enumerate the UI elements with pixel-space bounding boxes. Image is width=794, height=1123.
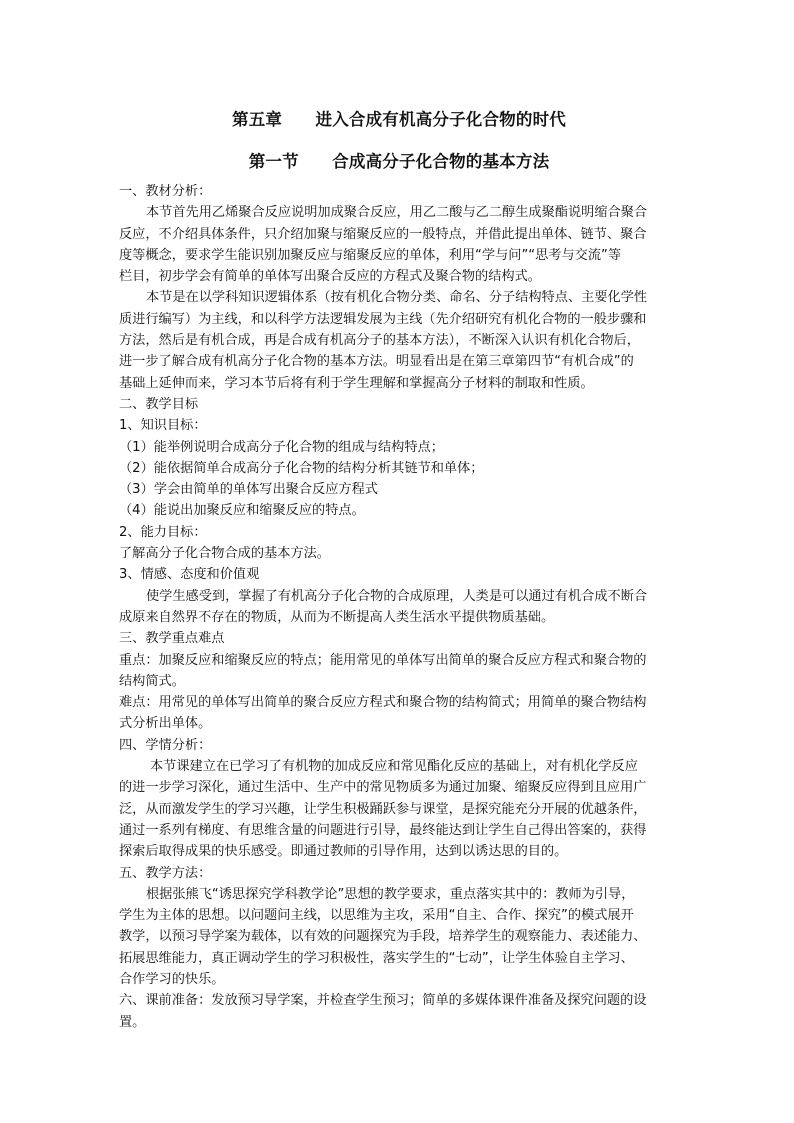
heading-preparation: 六、课前准备：发放预习导学案，并检查学生预习；简单的多媒体课件准备及探究问题的设 <box>119 993 647 1009</box>
paragraph-line: 本节课建立在已学习了有机物的加成反应和常见酯化反应的基础上，对有机化学反应 <box>150 759 638 775</box>
heading-textbook-analysis: 一、教材分析： <box>119 184 212 199</box>
paragraph-line: 方法，然后是有机合成，再是合成有机高分子的基本方法），不断深入认识有机化合物后， <box>119 333 640 349</box>
paragraph-line: 本节是在以学科知识逻辑体系（按有机化合物分类、命名、分子结构特点、主要化学性 <box>146 290 648 306</box>
paragraph-line: 使学生感受到，掌握了有机高分子化合物的合成原理，人类是可以通过有机合成不断合 <box>146 588 648 604</box>
paragraph-line: 反应，不介绍具体条件，只介绍加聚与缩聚反应的一般特点，并借此提出单体、链节、聚合 <box>119 226 647 242</box>
list-item: （1）能举例说明合成高分子化合物的组成与结构特点； <box>119 439 444 455</box>
paragraph-line: 置。 <box>119 1014 146 1030</box>
paragraph-line: 式分析出单体。 <box>119 716 212 732</box>
paragraph-line: 教学，以预习导学案为载体，以有效的问题探究为手段，培养学生的观察能力、表述能力、 <box>119 929 647 945</box>
chapter-title: 第五章 进入合成有机高分子化合物的时代 <box>232 110 566 129</box>
paragraph-line: 重点：加聚反应和缩聚反应的特点；能用常见的单体写出简单的聚合反应方程式和聚合物的 <box>119 652 647 668</box>
paragraph-line: 通过一系列有梯度、有思维含量的问题进行引导，最终能达到让学生自己得出答案的，获得 <box>119 822 647 838</box>
paragraph-line: 合作学习的快乐。 <box>119 971 225 987</box>
paragraph-line: 基础上延伸而来，学习本节后将有利于学生理解和掌握高分子材料的制取和性质。 <box>119 375 594 391</box>
list-item: （2）能依据简单合成高分子化合物的结构分析其链节和单体； <box>119 460 484 476</box>
list-item: （3）学会由简单的单体写出聚合反应方程式 <box>119 482 378 498</box>
paragraph-line: 泛，从而激发学生的学习兴趣，让学生积极踊跃参与课堂，是探究能充分开展的优越条件， <box>119 801 647 817</box>
heading-teaching-goals: 二、教学目标 <box>119 396 199 412</box>
document-body <box>119 181 679 1033</box>
paragraph-line: 探索后取得成果的快乐感受。即通过教师的引导作用，达到以诱达思的目的。 <box>119 844 568 860</box>
paragraph-line: 进一步了解合成有机高分子化合物的基本方法。明显看出是在第三章第四节“有机合成”的 <box>119 354 634 370</box>
heading-key-points: 三、教学重点难点 <box>119 631 225 647</box>
paragraph-line: 结构简式。 <box>119 673 185 689</box>
paragraph-line: 度等概念，要求学生能识别加聚反应与缩聚反应的单体，利用“学与问”“思考与交流”等 <box>119 247 622 263</box>
paragraph-line: 成原来自然界不存在的物质，从而为不断提高人类生活水平提供物质基础。 <box>119 609 555 625</box>
paragraph-line: 本节首先用乙烯聚合反应说明加成聚合反应，用乙二酸与乙二醇生成聚酯说明缩合聚合 <box>146 205 648 221</box>
subheading-knowledge-goals: 1、知识目标： <box>119 418 207 434</box>
paragraph-line: 的进一步学习深化，通过生活中、生产中的常见物质多为通过加聚、缩聚反应得到且应用广 <box>119 780 647 796</box>
section-title: 第一节 合成高分子化合物的基本方法 <box>248 152 550 171</box>
paragraph-line: 拓展思维能力，真正调动学生的学习积极性，落实学生的“七动”，让学生体验自主学习、 <box>119 950 634 966</box>
paragraph-line: 栏目，初步学会有简单的单体写出聚合反应的方程式及聚合物的结构式。 <box>119 269 541 285</box>
paragraph-line: 学生为主体的思想。以问题问主线，以思维为主攻，采用“自主、合作、探究”的模式展开 <box>119 908 634 924</box>
list-item: （4）能说出加聚反应和缩聚反应的特点。 <box>119 503 365 519</box>
paragraph-line: 根据张熊飞“诱思探究学科教学论”思想的教学要求，重点落实其中的：教师为引导， <box>146 886 635 902</box>
paragraph-line: 难点：用常见的单体写出简单的聚合反应方程式和聚合物的结构简式；用简单的聚合物结构 <box>119 695 647 711</box>
heading-teaching-methods: 五、教学方法： <box>119 865 212 881</box>
subheading-emotion-goals: 3、情感、态度和价值观 <box>119 567 260 583</box>
subheading-ability-goals: 2、能力目标： <box>119 524 207 540</box>
heading-student-analysis: 四、学情分析： <box>119 737 212 753</box>
paragraph-line: 质进行编写）为主线，和以科学方法逻辑发展为主线（先介绍研究有机化合物的一般步骤和 <box>119 311 647 327</box>
paragraph-line: 了解高分子化合物合成的基本方法。 <box>119 546 330 562</box>
